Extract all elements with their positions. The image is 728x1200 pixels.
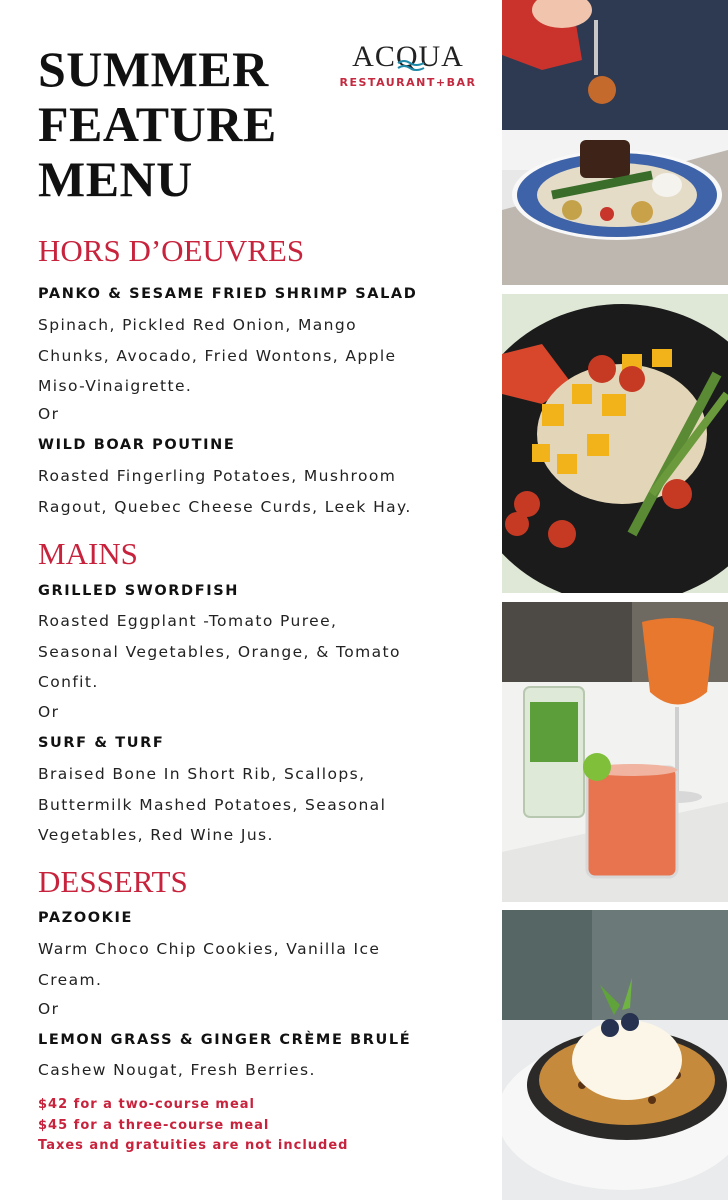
desc-line: Roasted Fingerling Potatoes, Mushroom [38,467,397,485]
desc-line: Ragout, Quebec Cheese Curds, Leek Hay. [38,497,412,516]
title-line-1: SUMMER [38,41,269,97]
title-line-3: MENU [38,151,193,207]
desc-line: Vegetables, Red Wine Jus. [38,826,274,844]
dish-name: GRILLED SWORDFISH [38,583,239,599]
logo-name: ACQUA [352,40,464,73]
desc-line: Warm Choco Chip Cookies, Vanilla Ice [38,940,381,958]
or-separator: Or [38,405,60,423]
dish-description [38,310,478,402]
dish-description [38,759,478,851]
desc-line: Roasted Eggplant -Tomato Puree, [38,612,338,630]
desc-line: Spinach, Pickled Red Onion, Mango [38,316,358,334]
desc-line: Buttermilk Mashed Potatoes, Seasonal [38,795,387,814]
restaurant-logo [338,40,478,89]
pazookie-photo [502,910,728,1200]
desc-line: Chunks, Avocado, Fried Wontons, Apple [38,346,397,365]
dish-name: WILD BOAR POUTINE [38,437,236,453]
price-three-course: $45 for a three-course meal [38,1117,270,1133]
desc-line: Cream. [38,970,103,989]
desc-line: Confit. [38,673,99,691]
pricing-info [38,1095,348,1157]
desc-line: Cashew Nougat, Fresh Berries. [38,1061,316,1079]
dish-description [38,934,478,995]
dish-description [38,606,478,698]
dish-name: PANKO & SESAME FRIED SHRIMP SALAD [38,286,418,302]
or-separator: Or [38,703,60,721]
dish-name: SURF & TURF [38,735,165,751]
dish-name: LEMON GRASS & GINGER CRÈME BRULÉ [38,1032,412,1048]
menu-title [38,42,318,207]
swordfish-photo [502,294,728,593]
section-heading-mains: MAINS [38,536,138,571]
desc-line: Miso-Vinaigrette. [38,377,193,395]
section-heading-hors-doeuvres: HORS D’OEUVRES [38,233,305,268]
logo-subtitle: RESTAURANT+BAR [339,76,477,89]
taxes-note: Taxes and gratuities are not included [38,1138,349,1153]
title-line-2: FEATURE [38,96,277,152]
desc-line: Braised Bone In Short Rib, Scallops, [38,765,366,783]
desc-line: Seasonal Vegetables, Orange, & Tomato [38,642,401,661]
price-two-course: $42 for a two-course meal [38,1097,256,1112]
section-heading-desserts: DESSERTS [38,864,188,899]
dish-description [38,461,478,522]
plated-steak-photo [502,0,728,285]
cocktails-photo [502,602,728,902]
dish-name: PAZOOKIE [38,910,134,926]
wave-icon [396,58,426,72]
dish-description [38,1055,478,1086]
or-separator: Or [38,1000,60,1018]
